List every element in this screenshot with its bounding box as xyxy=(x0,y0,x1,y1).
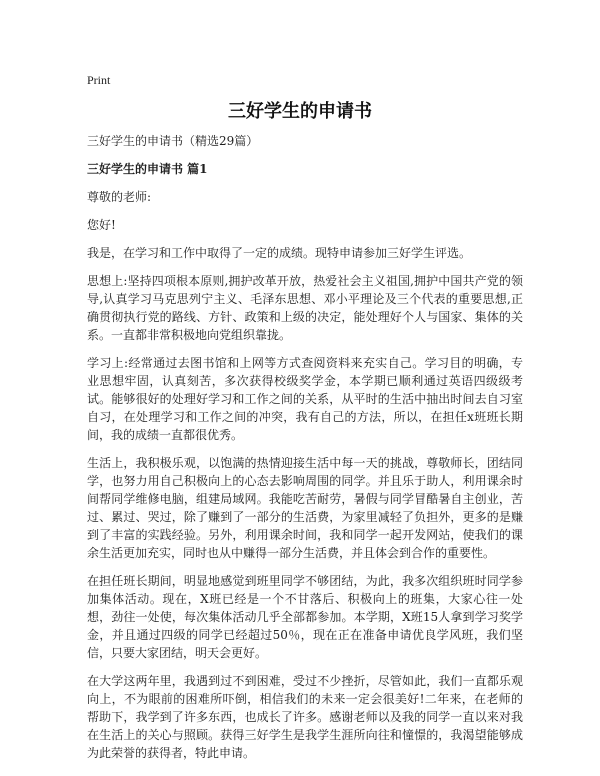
print-link[interactable]: Print xyxy=(87,73,111,87)
paragraph-ideology: 思想上:坚持四项根本原则,拥护改革开放，热爱社会主义祖国,拥护中国共产党的领导,认真学习马克思列宁主义、毛泽东思想、邓小平理论及三个代表的重要思想,正确贯彻执行党的路线、方针、政策和上级的决定，能处理好个人与国家、集体的关系。一直都非常积极地向党组织靠拢。 xyxy=(87,274,523,342)
section-heading: 三好学生的申请书 篇1 xyxy=(87,162,208,176)
paragraph-study: 学习上:经常通过去图书馆和上网等方式查阅资料来充实自己。学习目的明确，专业思想牢固，认真刻苦，多次获得校级奖学金，本学期已顺利通过英语四级级考试。能够很好的处理好学习和工作之间的关系，从平时的生活中抽出时间去自习室自习，在处理学习和工作之间的冲突，我有自己的方法，所以，在担任x班班长期间，我的成绩一直都很优秀。 xyxy=(87,356,523,442)
paragraph-conclusion: 在大学这两年里，我遇到过不到困难，受过不少挫折，尽管如此，我们一直都乐观向上，不为眼前的困难所吓倒，相信我们的未来一定会很美好!二年来，在老师的帮助下，我学到了许多东西，也成长了许多。感谢老师以及我的同学一直以来对我在生活上的关心与照顾。获得三好学生是我学生涯所向往和憧憬的，我渴望能够成为此荣誉的获得者，特此申请。 xyxy=(87,674,523,760)
paragraph-life: 生活上，我积极乐观，以饱满的热情迎接生活中每一天的挑战，尊敬师长，团结同学，也努力用自己积极向上的心态去影响周围的同学。并且乐于助人，利用课余时间帮同学维修电脑，组建局域网。我能吃苦耐劳，暑假与同学冒酷暑自主创业，苦过、累过、哭过，除了赚到了一部分的生活费，为家里减轻了负担外，更多的是赚到了丰富的实践经验。另外，利用课余时间，我和同学一起开发网站，使我们的课余生活更加充实，同时也从中赚得一部分生活费，并且体会到合作的重要性。 xyxy=(87,456,523,560)
paragraph-class-leader: 在担任班长期间，明显地感觉到班里同学不够团结，为此，我多次组织班时同学参加集体活动。现在，X班已经是一个不甘落后、积极向上的班集，大家心往一处想，劲往一处使，每次集体活动几乎全部都参加。本学期，X班15人拿到学习奖学金，并且通过四级的同学已经超过50％，现在正在准备申请优良学风班，我们坚信，只要大家团结，明天会更好。 xyxy=(87,574,523,660)
document-content xyxy=(87,132,523,772)
page-title: 三好学生的申请书 xyxy=(228,101,372,122)
paragraph-intro: 我是，在学习和工作中取得了一定的成绩。现特申请参加三好学生评选。 xyxy=(87,246,472,260)
salutation: 尊敬的老师: xyxy=(87,190,152,204)
document-subtitle: 三好学生的申请书（精选29篇） xyxy=(87,134,259,148)
greeting: 您好! xyxy=(87,218,116,232)
